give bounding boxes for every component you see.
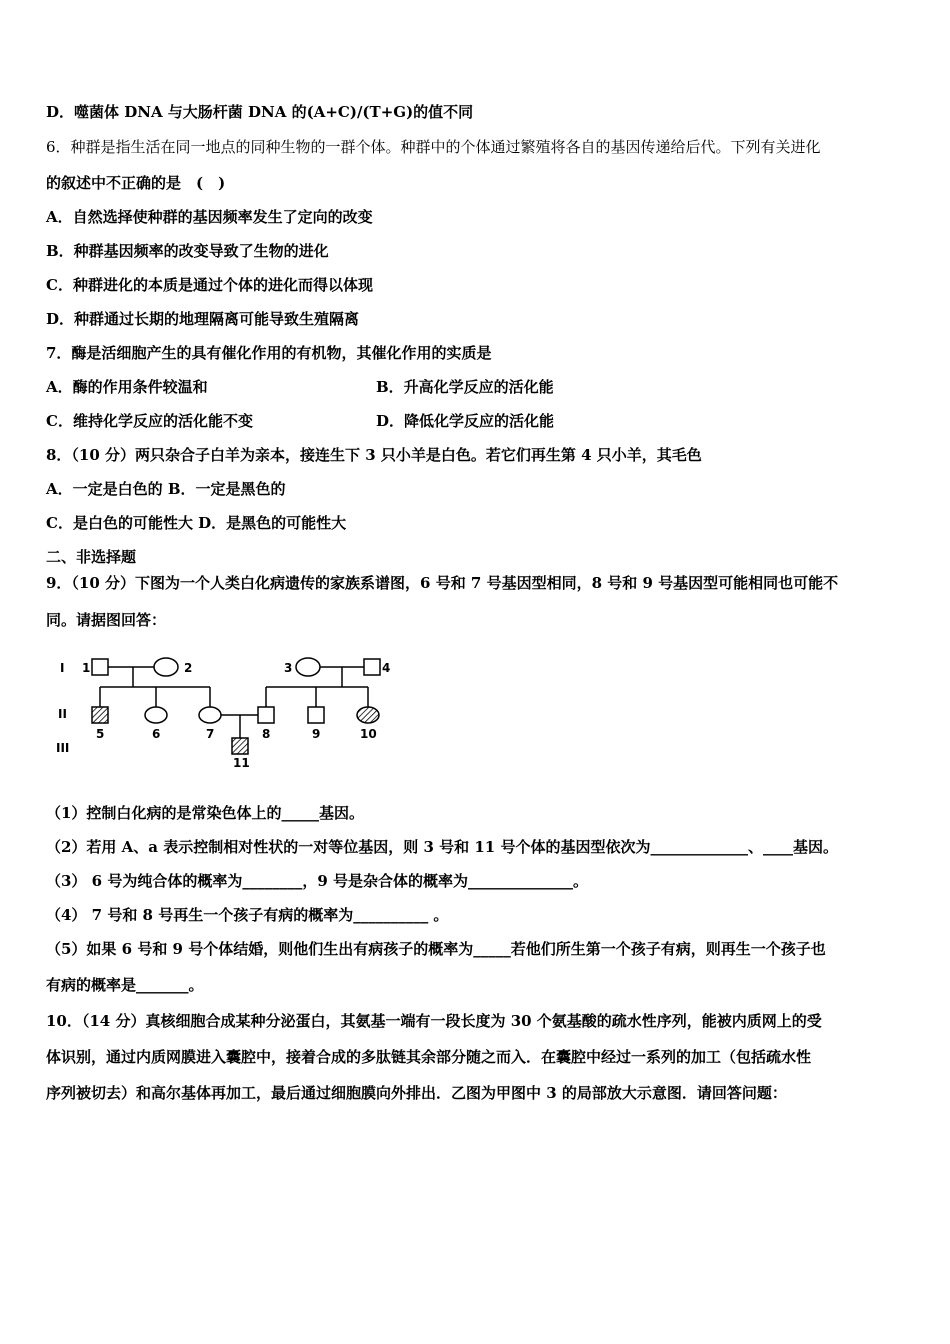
generation-label-2: II [58, 707, 67, 721]
q9-sub5-line2: 有病的概率是_______。 [46, 976, 204, 994]
individual-8-male [258, 707, 274, 723]
q9-sub3: （3） 6 号为纯合体的概率为________，9 号是杂合体的概率为______________。 [46, 872, 588, 890]
individual-label-2: 2 [184, 661, 193, 675]
q9-stem-line1: 9．（10 分）下图为一个人类白化病遗传的家族系谱图，6 号和 7 号基因型相同，8 号和 9 号基因型可能相同也可能不 [46, 574, 839, 592]
individual-11-affected-male [232, 738, 248, 754]
q6-stem-line2: 的叙述中不正确的是 ( ) [46, 174, 226, 192]
q9-sub2: （2）若用 A、a 表示控制相对性状的一对等位基因，则 3 号和 11 号个体的基因型依次为_____________、____基因。 [46, 838, 838, 856]
individual-label-5: 5 [96, 727, 105, 741]
q10-stem-line3: 序列被切去）和高尔基体再加工，最后通过细胞膜向外排出．乙图为甲图中 3 的局部放大示意图．请回答问题： [46, 1084, 787, 1102]
individual-label-3: 3 [284, 661, 293, 675]
q5-option-d: D．噬菌体 DNA 与大肠杆菌 DNA 的(A+C)/(T+G)的值不同 [46, 103, 474, 121]
q9-stem-line2: 同。请据图回答： [46, 611, 167, 629]
individual-label-4: 4 [382, 661, 391, 675]
individual-7-female [199, 707, 221, 723]
individual-label-1: 1 [82, 661, 91, 675]
individual-4-male [364, 659, 380, 675]
q6-option-a: A．自然选择使种群的基因频率发生了定向的改变 [46, 208, 373, 226]
q8-options-ab: A．一定是白色的 B．一定是黑色的 [46, 480, 286, 498]
q6-stem-line1: 6．种群是指生活在同一地点的同种生物的一群个体。种群中的个体通过繁殖将各自的基因传递给后代。下列有关进化 [46, 138, 821, 156]
individual-5-affected-male [92, 707, 108, 723]
individual-label-10: 10 [360, 727, 377, 741]
individual-label-7: 7 [206, 727, 215, 741]
q9-sub1: （1）控制白化病的是常染色体上的_____基因。 [46, 804, 364, 822]
individual-label-9: 9 [312, 727, 321, 741]
individual-2-female [154, 658, 178, 676]
q10-stem-line2: 体识别，通过内质网膜进入囊腔中，接着合成的多肽链其余部分随之而入．在囊腔中经过一系列的加工（包括疏水性 [46, 1048, 812, 1066]
q6-option-d: D．种群通过长期的地理隔离可能导致生殖隔离 [46, 310, 360, 328]
q7-stem: 7．酶是活细胞产生的具有催化作用的有机物，其催化作用的实质是 [46, 344, 492, 362]
q8-options-cd: C．是白色的可能性大 D．是黑色的可能性大 [46, 514, 347, 532]
individual-3-female [296, 658, 320, 676]
individual-label-8: 8 [262, 727, 271, 741]
q6-option-c: C．种群进化的本质是通过个体的进化而得以体现 [46, 276, 373, 294]
q7-option-d: D．降低化学反应的活化能 [376, 412, 555, 430]
q9-sub5-line1: （5）如果 6 号和 9 号个体结婚，则他们生出有病孩子的概率为_____若他们所生第一个孩子有病，则再生一个孩子也 [46, 940, 826, 958]
individual-label-11: 11 [233, 756, 250, 770]
q9-sub4: （4） 7 号和 8 号再生一个孩子有病的概率为__________ 。 [46, 906, 449, 924]
section-heading: 二、非选择题 [46, 548, 137, 566]
individual-label-6: 6 [152, 727, 161, 741]
pedigree-chart [50, 652, 410, 772]
q6-option-b: B．种群基因频率的改变导致了生物的进化 [46, 242, 329, 260]
individual-1-male [92, 659, 108, 675]
generation-label-3: III [56, 741, 70, 755]
q7-option-b: B．升高化学反应的活化能 [376, 378, 554, 396]
individual-9-male [308, 707, 324, 723]
generation-label-1: I [60, 661, 65, 675]
q10-stem-line1: 10．（14 分）真核细胞合成某种分泌蛋白，其氨基一端有一段长度为 30 个氨基酸的疏水性序列，能被内质网上的受 [46, 1012, 822, 1030]
individual-10-affected-female [357, 707, 379, 723]
q7-option-a: A．酶的作用条件较温和 [46, 378, 208, 396]
individual-6-female [145, 707, 167, 723]
q8-stem: 8．（10 分）两只杂合子白羊为亲本，接连生下 3 只小羊是白色。若它们再生第 4 只小羊，其毛色 [46, 446, 702, 464]
q7-option-c: C．维持化学反应的活化能不变 [46, 412, 253, 430]
